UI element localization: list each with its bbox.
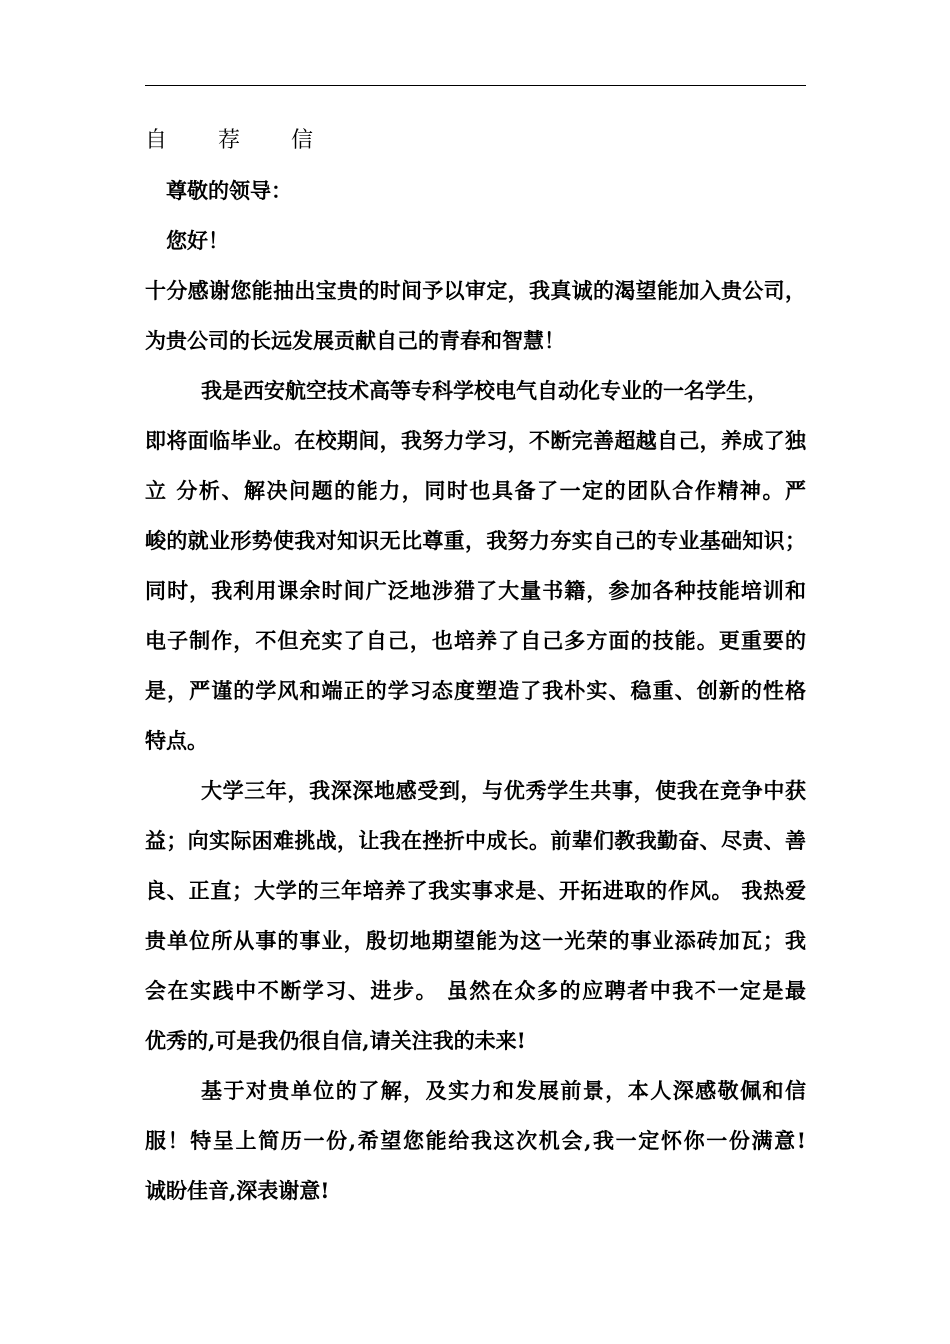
body-line: 电子制作，不但充实了自己，也培养了自己多方面的技能。更重要的 <box>145 628 806 653</box>
body-line: 基于对贵单位的了解，及实力和发展前景，本人深感敬佩和信 <box>201 1078 806 1103</box>
body-line: 同时，我利用课余时间广泛地涉猎了大量书籍，参加各种技能培训和 <box>145 578 806 603</box>
greeting: 您好！ <box>166 228 229 253</box>
body-line: 会在实践中不断学习、进步。 虽然在众多的应聘者中我不一定是最 <box>145 978 806 1003</box>
body-line: 是，严谨的学风和端正的学习态度塑造了我朴实、稳重、创新的性格 <box>145 678 806 703</box>
header-rule <box>145 85 806 86</box>
body-line: 十分感谢您能抽出宝贵的时间予以审定，我真诚的渴望能加入贵公司， <box>145 278 806 303</box>
body-line: 益；向实际困难挑战，让我在挫折中成长。前辈们教我勤奋、尽责、善 <box>145 828 806 853</box>
body-line: 立 分析、解决问题的能力，同时也具备了一定的团队合作精神。严 <box>145 478 806 503</box>
body-line: 峻的就业形势使我对知识无比尊重，我努力夯实自己的专业基础知识； <box>145 528 806 553</box>
body-line: 为贵公司的长远发展贡献自己的青春和智慧！ <box>145 328 565 353</box>
letter-title: 自 荐 信 <box>145 128 335 153</box>
body-line: 贵单位所从事的事业，殷切地期望能为这一光荣的事业添砖加瓦；我 <box>145 928 806 953</box>
body-line: 优秀的,可是我仍很自信,请关注我的未来! <box>145 1028 526 1053</box>
body-line: 特点。 <box>145 728 208 753</box>
body-line: 我是西安航空技术高等专科学校电气自动化专业的一名学生， <box>201 378 768 403</box>
body-line: 即将面临毕业。在校期间，我努力学习，不断完善超越自己，养成了独 <box>145 428 806 453</box>
body-line: 服！特呈上简历一份,希望您能给我这次机会,我一定怀你一份满意! <box>145 1128 806 1153</box>
body-line: 良、正直；大学的三年培养了我实事求是、开拓进取的作风。 我热爱 <box>145 878 806 903</box>
salutation: 尊敬的领导： <box>166 178 292 203</box>
body-line: 大学三年，我深深地感受到，与优秀学生共事，使我在竞争中获 <box>201 778 806 803</box>
closing-line: 诚盼佳音,深表谢意! <box>145 1178 330 1203</box>
